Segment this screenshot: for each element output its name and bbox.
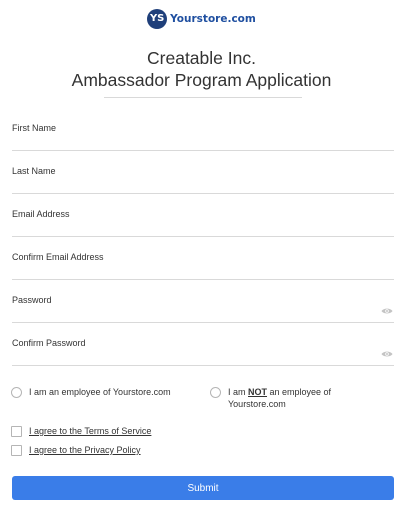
eye-icon[interactable]	[381, 350, 393, 358]
title-divider	[104, 97, 302, 98]
employee-radio-label: I am an employee of Yourstore.com	[29, 387, 171, 397]
title-program: Ambassador Program Application	[71, 70, 332, 90]
last-name-label: Last Name	[12, 166, 56, 176]
logo-mark-text: YS	[149, 13, 165, 24]
password-underline	[12, 322, 394, 323]
not-emphasis: NOT	[248, 387, 268, 397]
privacy-link[interactable]: I agree to the Privacy Policy	[29, 445, 141, 455]
title-company: Creatable Inc.	[147, 48, 256, 68]
email-field[interactable]	[12, 208, 394, 248]
not-employee-line1: an employee of	[267, 387, 332, 397]
employee-radio[interactable]	[11, 386, 171, 398]
last-name-field[interactable]	[12, 165, 394, 205]
not-employee-prefix: I am	[228, 387, 249, 397]
not-employee-line2: Yourstore.com	[228, 399, 286, 409]
email-label: Email Address	[12, 209, 70, 219]
first-name-underline	[12, 150, 394, 151]
page-title	[0, 47, 403, 91]
not-employee-radio-label	[228, 386, 331, 410]
eye-icon[interactable]	[381, 307, 393, 315]
checkbox[interactable]	[11, 445, 22, 456]
confirm-password-underline	[12, 365, 394, 366]
confirm-email-field[interactable]	[12, 251, 394, 291]
checkbox[interactable]	[11, 426, 22, 437]
email-underline	[12, 236, 394, 237]
logo-mark	[147, 9, 167, 29]
first-name-field[interactable]	[12, 122, 394, 162]
brand-logo	[0, 9, 403, 29]
radio-button[interactable]	[210, 387, 221, 398]
confirm-email-underline	[12, 279, 394, 280]
password-label: Password	[12, 295, 52, 305]
submit-button[interactable]: Submit	[12, 476, 394, 500]
terms-checkbox[interactable]	[11, 425, 151, 437]
radio-button[interactable]	[11, 387, 22, 398]
password-field[interactable]	[12, 294, 394, 334]
last-name-underline	[12, 193, 394, 194]
not-employee-radio[interactable]	[210, 386, 331, 410]
terms-link[interactable]: I agree to the Terms of Service	[29, 426, 152, 436]
confirm-email-label: Confirm Email Address	[12, 252, 104, 262]
privacy-checkbox[interactable]	[11, 444, 141, 456]
first-name-label: First Name	[12, 123, 57, 133]
confirm-password-label: Confirm Password	[12, 338, 86, 348]
confirm-password-field[interactable]	[12, 337, 394, 377]
brand-name: Yourstore.com	[170, 13, 256, 25]
